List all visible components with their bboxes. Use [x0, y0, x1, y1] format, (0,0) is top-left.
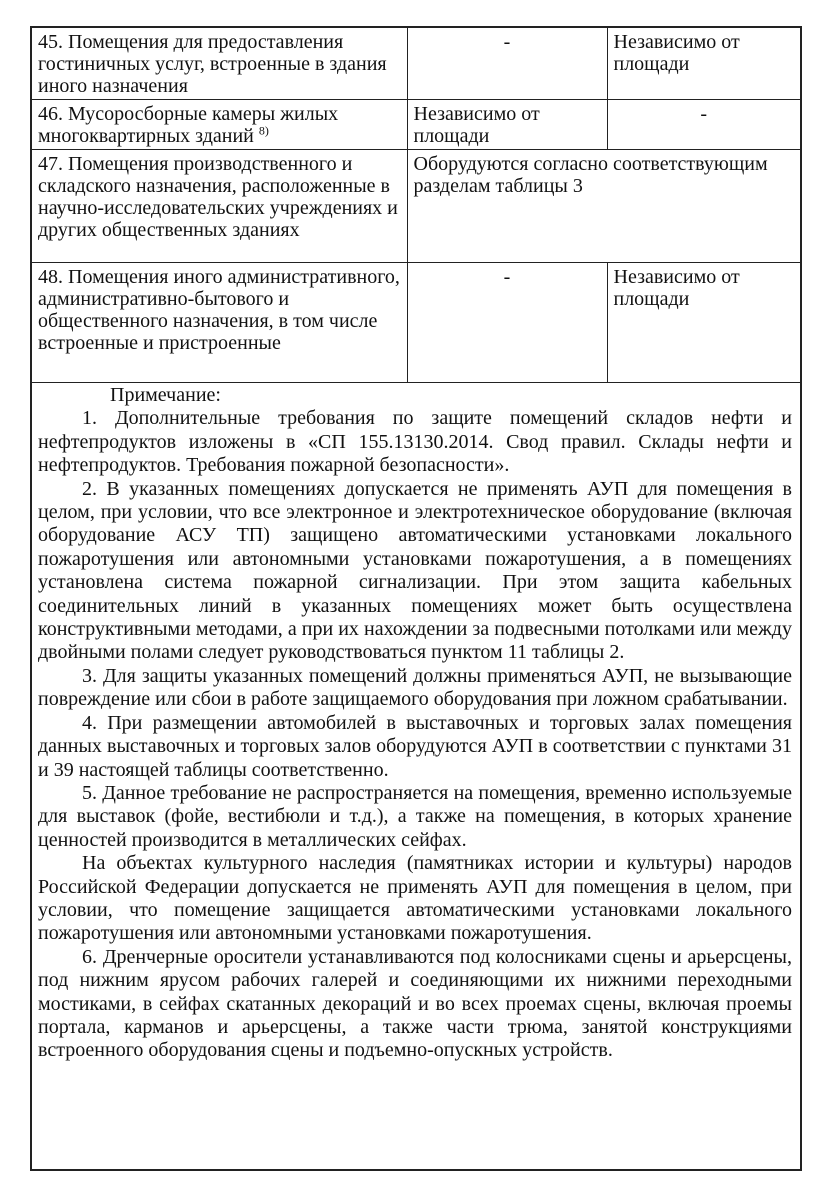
note-item: 1. Дополнительные требования по защите помещений складов нефти и нефтепродуктов изложены в «СП 155.13130.2014. Свод правил. Склады нефти и нефтепродуктов. Требования пожарной безопасности».	[38, 407, 792, 477]
table-row	[32, 150, 800, 263]
note-item: 4. При размещении автомобилей в выставочных и торговых залах помещения данных выставочных и торговых залов оборудуются АУП в соответствии с пунктами 31 и 39 настоящей таблицы соответственно.	[38, 711, 792, 781]
row-48-col3: Независимо от площади	[607, 263, 800, 383]
note-item: На объектах культурного наследия (памятниках истории и культуры) народов Российской Федерации допускается не применять АУП для помещения в целом, при условии, что помещение защищается автоматическими установками локального пожаротушения или автономными установками пожаротушения.	[38, 852, 792, 945]
row-45-col2: -	[407, 28, 607, 100]
note-item: 5. Данное требование не распространяется на помещения, временно используемые для выставок (фойе, вестибюли и т.д.), а также на помещения, в которых хранение ценностей производится в металлических сейфах.	[38, 781, 792, 851]
row-45-col3: Независимо от площади	[607, 28, 800, 100]
row-46-col3: -	[607, 100, 800, 150]
row-46-col2: Независимо от площади	[407, 100, 607, 150]
row-46-text: 46. Мусоросборные камеры жилых многоквартирных зданий	[38, 103, 339, 147]
row-47-description: 47. Помещения производственного и складского назначения, расположенные в научно-исследовательских учреждениях и других общественных зданиях	[32, 150, 407, 263]
table-row	[32, 100, 800, 150]
note-item: 3. Для защиты указанных помещений должны применяться АУП, не вызывающие повреждение или сбои в работе защищаемого оборудования при ложном срабатывании.	[38, 664, 792, 711]
requirements-table	[32, 28, 800, 383]
row-48-description: 48. Помещения иного административного, административно-бытового и общественного назначения, в том числе встроенные и пристроенные	[32, 263, 407, 383]
row-45-description: 45. Помещения для предоставления гостиничных услуг, встроенные в здания иного назначения	[32, 28, 407, 100]
document-page	[30, 26, 802, 1171]
notes-section	[32, 384, 800, 1063]
row-46-description	[32, 100, 407, 150]
table-row	[32, 263, 800, 383]
note-item: 2. В указанных помещениях допускается не применять АУП для помещения в целом, при условии, что все электронное и электротехническое оборудование (включая оборудование АСУ ТП) защищено автоматическими установками локального пожаротушения или автономными установками пожаротушения, а в помещениях установлена система пожарной сигнализации. При этом защита кабельных соединительных линий в указанных помещениях может быть осуществлена конструктивными методами, а при их нахождении за подвесными потолками или между двойными полами следует руководствоваться пунктом 11 таблицы 2.	[38, 477, 792, 664]
notes-heading: Примечание:	[110, 384, 221, 406]
row-48-col2: -	[407, 263, 607, 383]
note-item: 6. Дренчерные оросители устанавливаются под колосниками сцены и арьерсцены, под нижним ярусом рабочих галерей и соединяющими их нижними переходными мостиками, в сейфах скатанных декораций и во всех проемах сцены, включая проемы портала, карманов и арьерсцены, а также части трюма, занятой конструкциями встроенного оборудования сцены и подъемно-опускных устройств.	[38, 945, 792, 1062]
table-row	[32, 28, 800, 100]
row-47-merged-cell: Оборудуются согласно соответствующим разделам таблицы 3	[407, 150, 800, 263]
footnote-ref: 8)	[258, 123, 269, 138]
